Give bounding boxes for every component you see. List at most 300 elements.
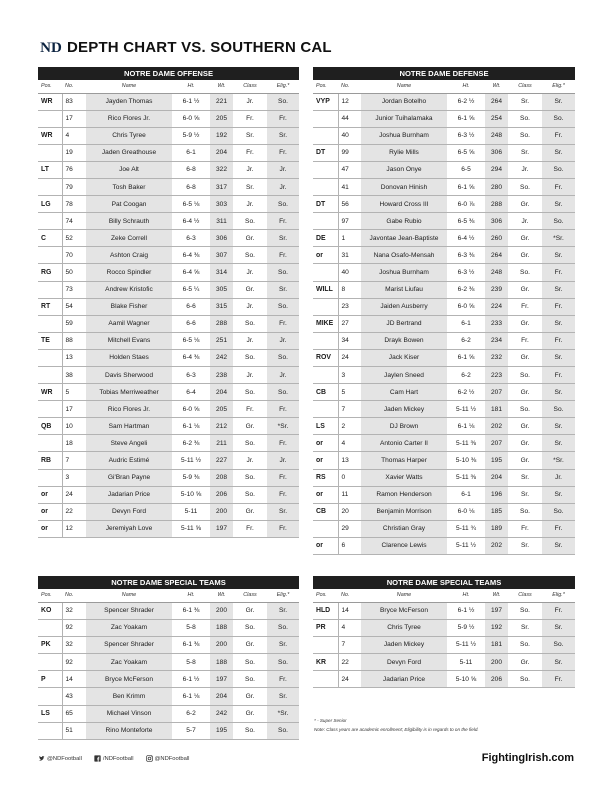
cell-weight: 306 <box>210 230 233 247</box>
table-row <box>38 230 299 247</box>
cell-position <box>38 213 62 230</box>
table-row <box>38 367 299 384</box>
cell-number: 34 <box>338 332 361 349</box>
cell-position: P <box>38 671 62 688</box>
cell-name: Howard Cross III <box>361 196 447 213</box>
cell-name: Rocco Spindler <box>86 264 172 281</box>
cell-height: 6-2 ½ <box>447 384 485 401</box>
cell-eligibility: Fr. <box>542 332 575 349</box>
cell-height: 6-6 <box>172 315 210 332</box>
cell-position <box>38 469 62 486</box>
column-header-position: Pos. <box>38 589 62 602</box>
cell-number: 88 <box>62 332 86 349</box>
cell-class: Gr. <box>508 418 542 435</box>
cell-height: 6-3 ½ <box>447 264 485 281</box>
instagram-link[interactable] <box>146 755 190 762</box>
cell-eligibility: Sr. <box>542 247 575 264</box>
cell-class: Fr. <box>508 520 542 537</box>
cell-position: PR <box>313 619 338 636</box>
cell-name: Steve Angeli <box>86 435 172 452</box>
cell-eligibility: Jr. <box>267 452 299 469</box>
cell-eligibility: Jr. <box>267 332 299 349</box>
cell-class: Fr. <box>508 332 542 349</box>
social-links <box>38 755 201 762</box>
cell-class: So. <box>508 127 542 144</box>
cell-eligibility: Fr. <box>267 401 299 418</box>
cell-height: 6-0 ⅛ <box>447 503 485 520</box>
cell-eligibility: So. <box>542 636 575 653</box>
cell-weight: 206 <box>210 486 233 503</box>
cell-class: Gr. <box>508 247 542 264</box>
cell-number: 27 <box>338 315 361 332</box>
cell-name: Audric Estimé <box>86 452 172 469</box>
cell-eligibility: So. <box>542 110 575 127</box>
cell-weight: 239 <box>485 281 508 298</box>
cell-name: Rico Flores Jr. <box>86 110 172 127</box>
cell-number: 17 <box>62 110 86 127</box>
cell-position: WILL <box>313 281 338 298</box>
table-row <box>38 315 299 332</box>
table-row <box>38 93 299 110</box>
column-header-height: Ht. <box>447 589 485 602</box>
table-row <box>313 161 575 178</box>
cell-weight: 251 <box>210 332 233 349</box>
cell-position: KR <box>313 654 338 671</box>
table-row <box>38 247 299 264</box>
column-header-class: Class <box>233 589 267 602</box>
cell-name: Jeremiyah Love <box>86 520 172 537</box>
cell-eligibility: Fr. <box>267 469 299 486</box>
twitter-icon <box>38 755 45 762</box>
facebook-icon <box>94 755 101 762</box>
website-link[interactable]: FightingIrish.com <box>481 752 574 764</box>
cell-eligibility: *Sr. <box>267 418 299 435</box>
cell-eligibility: Sr. <box>542 281 575 298</box>
cell-number: 54 <box>62 298 86 315</box>
cell-name: Benjamin Morrison <box>361 503 447 520</box>
cell-position <box>313 264 338 281</box>
cell-class: So. <box>508 110 542 127</box>
cell-weight: 197 <box>210 671 233 688</box>
cell-name: DJ Brown <box>361 418 447 435</box>
cell-position <box>313 636 338 653</box>
cell-name: Thomas Harper <box>361 452 447 469</box>
cell-weight: 294 <box>485 161 508 178</box>
cell-class: Sr. <box>508 619 542 636</box>
column-header-eligibility: Elig.* <box>267 80 299 93</box>
cell-weight: 260 <box>485 230 508 247</box>
cell-class: Sr. <box>508 469 542 486</box>
table-row <box>38 213 299 230</box>
cell-height: 6-2 <box>172 705 210 722</box>
cell-height: 6-1 <box>447 486 485 503</box>
cell-weight: 207 <box>485 435 508 452</box>
cell-class: So. <box>233 722 267 739</box>
cell-number: 47 <box>338 161 361 178</box>
cell-number: 79 <box>62 178 86 195</box>
cell-class: So. <box>508 671 542 688</box>
cell-position: CB <box>313 503 338 520</box>
cell-name: Devyn Ford <box>361 654 447 671</box>
cell-number: 65 <box>62 705 86 722</box>
cell-height: 6-5 ⅛ <box>172 332 210 349</box>
column-header-weight: Wt. <box>485 80 508 93</box>
table-row <box>313 367 575 384</box>
cell-height: 6-1 ⅝ <box>447 349 485 366</box>
column-header-eligibility: Elig.* <box>267 589 299 602</box>
cell-number: 51 <box>62 722 86 739</box>
cell-number: 31 <box>338 247 361 264</box>
cell-number: 76 <box>62 161 86 178</box>
column-header-name: Name <box>86 589 172 602</box>
cell-height: 6-1 ⅜ <box>172 602 210 619</box>
cell-eligibility: Jr. <box>267 367 299 384</box>
cell-number: 3 <box>338 367 361 384</box>
cell-position: RT <box>38 298 62 315</box>
cell-number: 29 <box>338 520 361 537</box>
cell-eligibility: Fr. <box>542 178 575 195</box>
cell-name: Rino Monteforte <box>86 722 172 739</box>
cell-name: Sam Hartman <box>86 418 172 435</box>
cell-height: 6-2 <box>447 367 485 384</box>
cell-eligibility: Fr. <box>267 110 299 127</box>
cell-weight: 233 <box>485 315 508 332</box>
cell-name: Devyn Ford <box>86 503 172 520</box>
cell-height: 5-11 ¾ <box>447 520 485 537</box>
cell-weight: 204 <box>210 144 233 161</box>
cell-name: Ramon Henderson <box>361 486 447 503</box>
cell-height: 5-11 ⅜ <box>447 469 485 486</box>
cell-name: Cam Hart <box>361 384 447 401</box>
cell-class: So. <box>508 178 542 195</box>
table-row <box>313 127 575 144</box>
cell-name: Tobias Merriweather <box>86 384 172 401</box>
cell-height: 5-11 <box>172 503 210 520</box>
cell-number: 22 <box>338 654 361 671</box>
cell-weight: 195 <box>210 722 233 739</box>
cell-eligibility: Sr. <box>542 418 575 435</box>
cell-class: Gr. <box>508 315 542 332</box>
cell-number: 12 <box>338 93 361 110</box>
cell-class: Gr. <box>233 281 267 298</box>
cell-position: C <box>38 230 62 247</box>
cell-height: 6-2 ⅜ <box>172 435 210 452</box>
cell-number: 4 <box>338 619 361 636</box>
cell-class: So. <box>233 349 267 366</box>
column-header-number: No. <box>62 80 86 93</box>
cell-position: RB <box>38 452 62 469</box>
special-teams-right-heading: NOTRE DAME SPECIAL TEAMS <box>313 576 575 589</box>
cell-name: Clarence Lewis <box>361 537 447 554</box>
cell-weight: 189 <box>485 520 508 537</box>
cell-class: Sr. <box>233 178 267 195</box>
cell-number: 22 <box>62 503 86 520</box>
cell-name: Jaden Mickey <box>361 636 447 653</box>
facebook-link[interactable] <box>94 755 134 762</box>
cell-class: So. <box>508 503 542 520</box>
cell-class: So. <box>233 435 267 452</box>
cell-name: Billy Schrauth <box>86 213 172 230</box>
cell-class: Sr. <box>508 486 542 503</box>
cell-eligibility: *Sr. <box>542 230 575 247</box>
cell-class: Sr. <box>233 127 267 144</box>
cell-class: Sr. <box>508 93 542 110</box>
cell-weight: 205 <box>210 110 233 127</box>
cell-position <box>313 401 338 418</box>
cell-eligibility: Sr. <box>267 281 299 298</box>
cell-name: Holden Staes <box>86 349 172 366</box>
cell-eligibility: Jr. <box>267 178 299 195</box>
table-row <box>313 247 575 264</box>
table-row <box>313 619 575 636</box>
cell-weight: 188 <box>210 654 233 671</box>
cell-name: Andrew Kristofic <box>86 281 172 298</box>
cell-name: Joe Alt <box>86 161 172 178</box>
cell-height: 6-4 ½ <box>172 213 210 230</box>
table-row <box>313 435 575 452</box>
cell-position: LS <box>38 705 62 722</box>
cell-number: 24 <box>338 671 361 688</box>
cell-position <box>313 671 338 688</box>
cell-weight: 234 <box>485 332 508 349</box>
cell-class: Gr. <box>508 452 542 469</box>
cell-eligibility: So. <box>267 654 299 671</box>
cell-number: 5 <box>338 384 361 401</box>
cell-position: LS <box>313 418 338 435</box>
cell-number: 11 <box>338 486 361 503</box>
cell-class: Gr. <box>233 230 267 247</box>
defense-table <box>313 67 575 555</box>
cell-weight: 305 <box>210 281 233 298</box>
cell-weight: 306 <box>485 213 508 230</box>
cell-class: Gr. <box>508 384 542 401</box>
cell-eligibility: Fr. <box>267 486 299 503</box>
cell-weight: 195 <box>485 452 508 469</box>
cell-height: 5-11 ½ <box>447 636 485 653</box>
column-header-number: No. <box>338 589 361 602</box>
cell-position: or <box>38 520 62 537</box>
table-row <box>313 349 575 366</box>
cell-number: 40 <box>338 264 361 281</box>
footnote-super-senior: * - Super Senior <box>314 718 347 723</box>
cell-height: 6-3 <box>172 230 210 247</box>
cell-name: Jadarian Price <box>361 671 447 688</box>
cell-height: 6-1 ⅛ <box>447 418 485 435</box>
cell-weight: 264 <box>485 247 508 264</box>
cell-position: DE <box>313 230 338 247</box>
cell-number: 99 <box>338 144 361 161</box>
cell-weight: 204 <box>485 469 508 486</box>
table-row <box>38 452 299 469</box>
column-header-name: Name <box>361 80 447 93</box>
cell-weight: 322 <box>210 161 233 178</box>
offense-table <box>38 67 299 538</box>
cell-eligibility: Jr. <box>542 469 575 486</box>
cell-number: 78 <box>62 196 86 213</box>
cell-weight: 315 <box>210 298 233 315</box>
table-row <box>313 332 575 349</box>
cell-class: Jr. <box>233 264 267 281</box>
cell-class: Jr. <box>233 161 267 178</box>
cell-name: JD Bertrand <box>361 315 447 332</box>
cell-class: Jr. <box>233 332 267 349</box>
cell-number: 70 <box>62 247 86 264</box>
cell-height: 6-0 ⅝ <box>172 110 210 127</box>
cell-height: 6-3 ½ <box>447 127 485 144</box>
table-row <box>313 144 575 161</box>
cell-name: Jaden Greathouse <box>86 144 172 161</box>
table-row <box>38 127 299 144</box>
cell-number: 19 <box>62 144 86 161</box>
special-teams-left-table <box>38 576 299 740</box>
cell-number: 3 <box>62 469 86 486</box>
cell-weight: 197 <box>485 602 508 619</box>
cell-number: 97 <box>338 213 361 230</box>
table-row <box>38 705 299 722</box>
cell-height: 6-0 ⅞ <box>447 196 485 213</box>
column-header-number: No. <box>62 589 86 602</box>
cell-height: 6-0 ⅝ <box>447 298 485 315</box>
cell-weight: 238 <box>210 367 233 384</box>
cell-name: Javontae Jean-Baptiste <box>361 230 447 247</box>
cell-weight: 307 <box>210 247 233 264</box>
cell-weight: 311 <box>210 213 233 230</box>
cell-number: 0 <box>338 469 361 486</box>
cell-position: WR <box>38 93 62 110</box>
cell-weight: 207 <box>485 384 508 401</box>
cell-number: 43 <box>62 688 86 705</box>
table-row <box>313 520 575 537</box>
cell-class: Gr. <box>508 435 542 452</box>
table-row <box>313 264 575 281</box>
table-row <box>38 503 299 520</box>
cell-weight: 223 <box>485 367 508 384</box>
cell-number: 14 <box>62 671 86 688</box>
cell-height: 5-10 ⅝ <box>172 486 210 503</box>
cell-eligibility: So. <box>267 93 299 110</box>
cell-class: Jr. <box>233 298 267 315</box>
cell-position <box>38 401 62 418</box>
cell-number: 38 <box>62 367 86 384</box>
cell-position: RG <box>38 264 62 281</box>
cell-position: DT <box>313 196 338 213</box>
cell-name: Zac Yoakam <box>86 654 172 671</box>
table-row <box>313 654 575 671</box>
cell-name: Jaylen Sneed <box>361 367 447 384</box>
offense-column-headers <box>38 80 299 93</box>
cell-name: Drayk Bowen <box>361 332 447 349</box>
cell-name: Antonio Carter II <box>361 435 447 452</box>
twitter-link[interactable] <box>38 755 82 762</box>
table-row <box>38 264 299 281</box>
cell-number: 4 <box>62 127 86 144</box>
cell-position <box>313 332 338 349</box>
cell-position: LG <box>38 196 62 213</box>
cell-position: PK <box>38 636 62 653</box>
cell-eligibility: Fr. <box>267 247 299 264</box>
special-right-rows <box>313 602 575 688</box>
column-header-eligibility: Elig.* <box>542 80 575 93</box>
column-header-weight: Wt. <box>210 589 233 602</box>
cell-weight: 211 <box>210 435 233 452</box>
cell-position <box>313 127 338 144</box>
cell-weight: 206 <box>485 671 508 688</box>
cell-eligibility: Fr. <box>542 520 575 537</box>
cell-weight: 303 <box>210 196 233 213</box>
cell-class: So. <box>233 671 267 688</box>
table-row <box>38 332 299 349</box>
cell-height: 6-1 <box>172 144 210 161</box>
cell-eligibility: *Sr. <box>542 452 575 469</box>
cell-weight: 212 <box>210 418 233 435</box>
cell-number: 41 <box>338 178 361 195</box>
table-row <box>313 469 575 486</box>
cell-position: LT <box>38 161 62 178</box>
offense-heading: NOTRE DAME OFFENSE <box>38 67 299 80</box>
cell-position <box>38 654 62 671</box>
cell-class: So. <box>508 264 542 281</box>
cell-eligibility: So. <box>267 619 299 636</box>
cell-height: 5-9 ⅜ <box>172 469 210 486</box>
cell-class: Gr. <box>233 418 267 435</box>
cell-position <box>313 298 338 315</box>
cell-position: WR <box>38 127 62 144</box>
cell-number: 50 <box>62 264 86 281</box>
cell-eligibility: Sr. <box>267 230 299 247</box>
cell-name: Mitchell Evans <box>86 332 172 349</box>
cell-height: 6-1 ½ <box>447 602 485 619</box>
table-row <box>38 178 299 195</box>
cell-name: Pat Coogan <box>86 196 172 213</box>
table-row <box>38 384 299 401</box>
table-row <box>38 469 299 486</box>
cell-number: 4 <box>338 435 361 452</box>
table-row <box>38 722 299 739</box>
cell-class: So. <box>508 602 542 619</box>
cell-weight: 205 <box>210 401 233 418</box>
cell-eligibility: Sr. <box>267 688 299 705</box>
cell-number: 40 <box>338 127 361 144</box>
cell-height: 6-5 ⅝ <box>447 144 485 161</box>
cell-name: Joshua Burnham <box>361 127 447 144</box>
footnote-note: Note: Class years are academic enrollment; Eligibility is in regards to on the field. <box>314 727 479 732</box>
cell-name: Aamil Wagner <box>86 315 172 332</box>
cell-weight: 317 <box>210 178 233 195</box>
cell-weight: 192 <box>485 619 508 636</box>
cell-number: 7 <box>338 401 361 418</box>
table-row <box>313 384 575 401</box>
table-row <box>313 281 575 298</box>
cell-class: Jr. <box>508 161 542 178</box>
cell-height: 6-1 ⅛ <box>172 418 210 435</box>
cell-weight: 196 <box>485 486 508 503</box>
cell-name: Jack Kiser <box>361 349 447 366</box>
cell-height: 5-11 ⅜ <box>447 435 485 452</box>
cell-name: Bryce McFerson <box>361 602 447 619</box>
table-row <box>38 619 299 636</box>
cell-class: Gr. <box>508 281 542 298</box>
cell-eligibility: Sr. <box>542 619 575 636</box>
cell-weight: 200 <box>210 636 233 653</box>
cell-eligibility: Jr. <box>267 161 299 178</box>
svg-text:ND: ND <box>40 40 62 56</box>
cell-class: Fr. <box>233 144 267 161</box>
cell-eligibility: Fr. <box>267 520 299 537</box>
table-row <box>313 537 575 554</box>
cell-position: DT <box>313 144 338 161</box>
cell-number: 74 <box>62 213 86 230</box>
cell-weight: 242 <box>210 705 233 722</box>
